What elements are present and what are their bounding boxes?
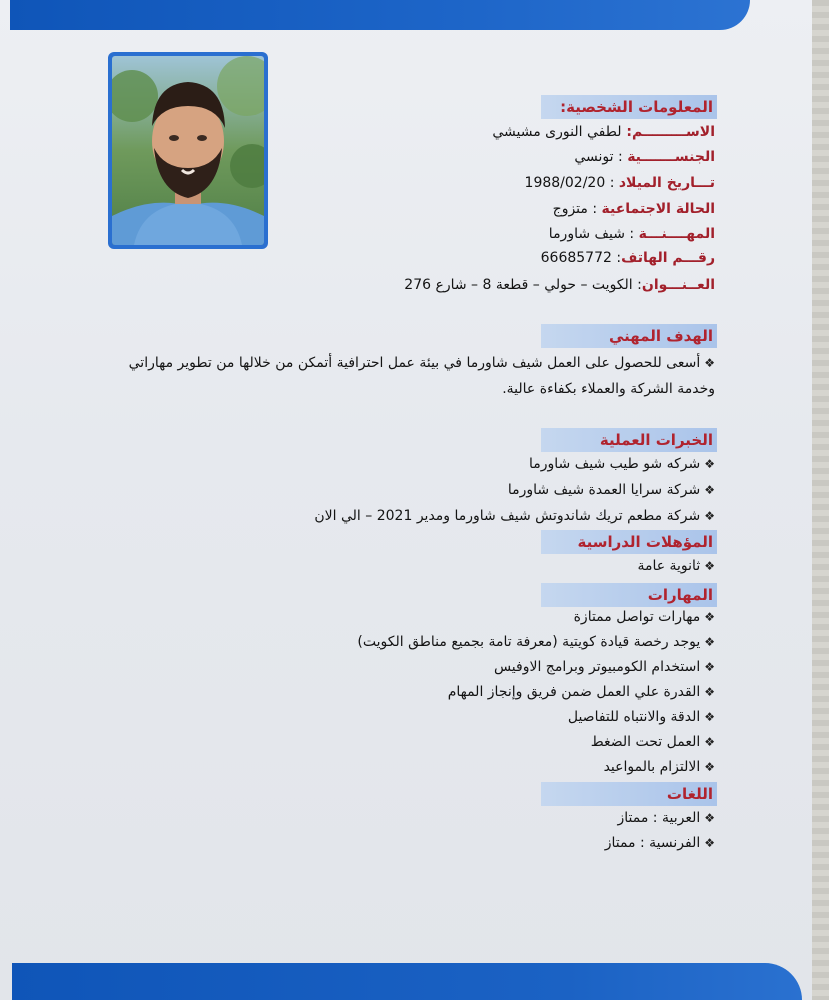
bullet-icon: ❖ xyxy=(704,559,715,573)
field-birthdate: تـــاريخ الميلاد : 1988/02/20 xyxy=(524,175,715,191)
field-nationality: الجنســـــــية : تونسي xyxy=(574,149,715,165)
experience-item: ❖شركة مطعم تريك شاندوتش شيف شاورما ومدير 2021 – الي الان xyxy=(314,508,715,524)
field-phone: رقـــم الهاتف: 66685772 xyxy=(540,250,715,266)
language-item: ❖العربية : ممتاز xyxy=(617,810,715,826)
bullet-icon: ❖ xyxy=(704,610,715,624)
bullet-icon: ❖ xyxy=(704,457,715,471)
skills-heading: المهارات xyxy=(541,583,717,607)
field-address: العــنـــوان: الكويت – حولي – قطعة 8 – شارع 276 xyxy=(404,277,715,293)
field-marital-status-value: متزوج xyxy=(552,201,588,217)
experience-item: ❖شركه شو طيب شيف شاورما xyxy=(529,456,715,472)
education-heading: المؤهلات الدراسية xyxy=(541,530,717,554)
field-name-value: لطفي النورى مشيشي xyxy=(492,124,622,140)
bullet-icon: ❖ xyxy=(704,635,715,649)
objective-text: ❖أسعى للحصول على العمل شيف شاورما في بيئة عمل احترافية أتمكن من خلالها من تطوير مهاراتي وخدمة الشركة والعملاء بكفاءة عالية. xyxy=(128,355,715,397)
bullet-icon: ❖ xyxy=(704,760,715,774)
skill-item: ❖الالتزام بالمواعيد xyxy=(603,759,715,775)
bullet-icon: ❖ xyxy=(704,356,715,370)
objective-heading: الهدف المهني xyxy=(541,324,717,348)
bullet-icon: ❖ xyxy=(704,811,715,825)
paper-edge xyxy=(812,0,829,1000)
language-item: ❖الفرنسية : ممتاز xyxy=(604,835,715,851)
skill-item: ❖استخدام الكومبيوتر وبرامج الاوفيس xyxy=(493,659,715,675)
field-profession: المهــــنـــة : شيف شاورما xyxy=(548,226,715,242)
field-birthdate-value: 1988/02/20 xyxy=(524,175,606,191)
field-marital-status: الحالة الاجتماعية : متزوج xyxy=(552,201,715,217)
skill-item: ❖مهارات تواصل ممتازة xyxy=(573,609,715,625)
education-item: ❖ثانوية عامة xyxy=(637,558,715,574)
languages-heading: اللغات xyxy=(541,782,717,806)
field-phone-value: 66685772 xyxy=(540,250,612,266)
bullet-icon: ❖ xyxy=(704,685,715,699)
field-address-value: الكويت – حولي – قطعة 8 – شارع 276 xyxy=(404,277,633,293)
skill-item: ❖القدرة علي العمل ضمن فريق وإنجاز المهام xyxy=(447,684,715,700)
bullet-icon: ❖ xyxy=(704,836,715,850)
field-nationality-value: تونسي xyxy=(574,149,614,165)
skill-item: ❖يوجد رخصة قيادة كويتية (معرفة تامة بجميع مناطق الكويت) xyxy=(357,634,715,650)
bullet-icon: ❖ xyxy=(704,710,715,724)
personal-info-heading: المعلومات الشخصية: xyxy=(541,95,717,119)
bullet-icon: ❖ xyxy=(704,483,715,497)
skill-item: ❖العمل تحت الضغط xyxy=(590,734,715,750)
field-name: الاســـــــــم: لطفي النورى مشيشي xyxy=(492,124,715,140)
experience-item: ❖شركة سرايا العمدة شيف شاورما xyxy=(507,482,715,498)
bullet-icon: ❖ xyxy=(704,735,715,749)
bullet-icon: ❖ xyxy=(704,509,715,523)
field-profession-value: شيف شاورما xyxy=(548,226,625,242)
bullet-icon: ❖ xyxy=(704,660,715,674)
experience-heading: الخبرات العملية xyxy=(541,428,717,452)
skill-item: ❖الدقة والانتباه للتفاصيل xyxy=(567,709,715,725)
